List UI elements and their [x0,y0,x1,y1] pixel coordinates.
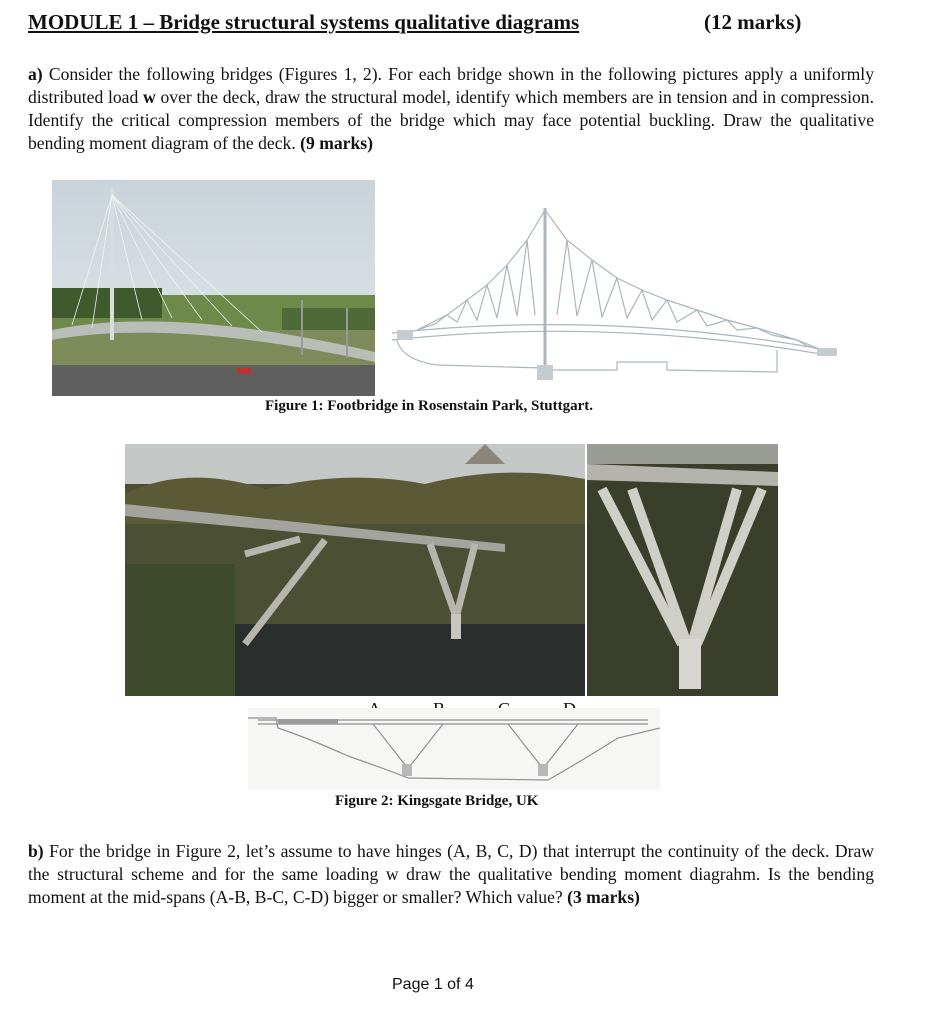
question-a-load-symbol: w [143,87,156,107]
page-number: Page 1 of 4 [392,976,474,993]
figure1-elevation-drawing [377,200,847,385]
question-b-marks: (3 marks) [567,887,640,907]
question-a [28,63,874,155]
question-a-marks: (9 marks) [300,133,373,153]
module-marks: (12 marks) [704,10,802,34]
figure2-caption: Figure 2: Kingsgate Bridge, UK [335,793,539,809]
question-b-text: For the bridge in Figure 2, let’s assume to have hinges (A, B, C, D) that interrupt the continuity of the deck. Draw the structural scheme and for the same loading w draw the qualitative bending moment diagrahm. Is the bending moment at the mid-spans (A-B, B-C, C-D) bigger or smaller? Which value? [28,841,874,907]
module-heading [28,10,828,35]
question-a-label: a) [28,64,43,84]
figure1-caption: Figure 1: Footbridge in Rosenstain Park, Stuttgart. [265,398,594,414]
figure2-pier-photo [587,444,778,696]
figure2-elevation-drawing [248,708,660,790]
question-b-label: b) [28,841,44,861]
figure1-photo [52,180,375,396]
question-a-text-2: over the deck, draw the structural model, identify which members are in tension and in compression. Identify the critical compression members of the bridge which may face potential buckling. Draw the qualitative bending moment diagram of the deck. [28,87,874,153]
question-b [28,840,874,909]
module-title: MODULE 1 – Bridge structural systems qualitative diagrams [28,10,580,34]
question-a-text: Consider the following bridges (Figures 1, 2). For each bridge shown in the following pictures apply a uniformly distributed load [28,64,874,107]
figure2-photo [125,444,585,696]
